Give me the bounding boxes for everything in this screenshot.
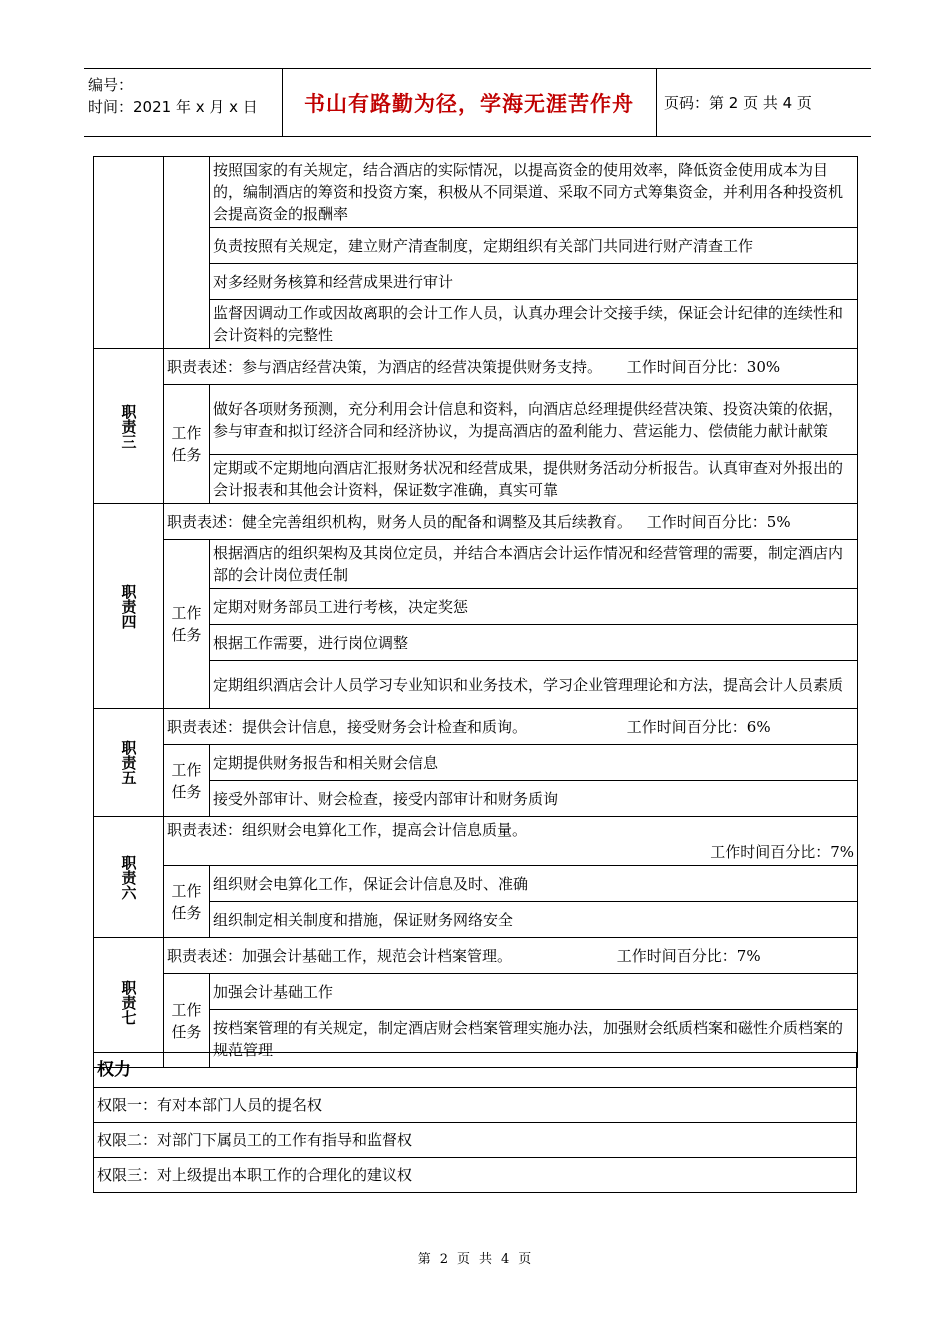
page-footer — [0, 1248, 950, 1267]
duty-description — [164, 817, 858, 866]
table-row — [94, 1053, 857, 1088]
table-row — [94, 709, 858, 745]
task-label: 工作任务 — [164, 745, 210, 817]
task-item: 组织财会电算化工作，保证会计信息及时、准确 — [210, 866, 858, 902]
duty-label: 职责七 — [94, 938, 164, 1068]
footer-text: 页 — [518, 1252, 533, 1267]
duties-table — [93, 156, 858, 1068]
task-item: 定期对财务部员工进行考核，决定奖惩 — [210, 589, 858, 625]
header-motto: 书山有路勤为径，学海无涯苦作舟 — [304, 91, 634, 116]
duty-label: 职责四 — [94, 504, 164, 709]
task-label: 工作任务 — [164, 974, 210, 1068]
table-row — [94, 974, 858, 1010]
table-row — [94, 938, 858, 974]
table-row — [94, 385, 858, 455]
doc-number-label: 编号： — [88, 76, 134, 94]
task-item: 负责按照有关规定，建立财产清查制度，定期组织有关部门共同进行财产清查工作 — [210, 228, 858, 264]
table-row — [94, 1088, 857, 1123]
duty-description — [164, 504, 858, 540]
doc-time-label: 时间：2021 年 x 月 x 日 — [88, 98, 258, 116]
duty-time-pct: 工作时间百分比：6% — [626, 717, 771, 736]
duty-time-pct: 工作时间百分比：7% — [710, 843, 854, 861]
footer-total-pages: 4 — [501, 1252, 511, 1267]
power-table — [93, 1052, 857, 1193]
duty-description — [164, 938, 858, 974]
task-item: 组织制定相关制度和措施，保证财务网络安全 — [210, 902, 858, 938]
table-row — [94, 157, 858, 228]
duty-desc-text: 职责表述：组织财会电算化工作，提高会计信息质量。 — [167, 821, 528, 839]
duty-desc-text: 职责表述：提供会计信息，接受财务会计检查和质询。 — [167, 717, 528, 736]
table-row — [94, 866, 858, 902]
table-row — [94, 540, 858, 589]
power-item: 权限三：对上级提出本职工作的合理化的建议权 — [94, 1158, 857, 1193]
duty-description — [164, 709, 858, 745]
table-row — [94, 1158, 857, 1193]
table-row — [94, 745, 858, 781]
duty-label: 职责六 — [94, 817, 164, 938]
task-label: 工作任务 — [164, 385, 210, 504]
table-row — [94, 504, 858, 540]
task-item: 加强会计基础工作 — [210, 974, 858, 1010]
power-heading: 权力 — [94, 1053, 857, 1088]
duty-desc-text: 职责表述：参与酒店经营决策，为酒店的经营决策提供财务支持。 — [167, 357, 603, 376]
duty-time-pct: 工作时间百分比：30% — [626, 357, 781, 376]
task-item: 按档案管理的有关规定，制定酒店财会档案管理实施办法，加强财会纸质档案和磁性介质档案的规范管理 — [210, 1010, 858, 1068]
header-divider — [656, 69, 657, 136]
footer-page-number: 2 — [439, 1252, 449, 1267]
task-label: 工作任务 — [164, 540, 210, 709]
table-row — [94, 1123, 857, 1158]
header-page-info: 页码：第 2 页 共 4 页 — [664, 94, 812, 112]
table-row — [94, 349, 858, 385]
power-item: 权限二：对部门下属员工的工作有指导和监督权 — [94, 1123, 857, 1158]
duty-time-pct: 工作时间百分比：7% — [616, 946, 761, 965]
task-item: 根据工作需要，进行岗位调整 — [210, 625, 858, 661]
footer-text: 共 — [479, 1252, 494, 1267]
task-item: 接受外部审计、财会检查，接受内部审计和财务质询 — [210, 781, 858, 817]
task-item: 监督因调动工作或因故离职的会计工作人员，认真办理会计交接手续，保证会计纪律的连续性和会计资料的完整性 — [210, 300, 858, 349]
task-item: 定期或不定期地向酒店汇报财务状况和经营成果，提供财务活动分析报告。认真审查对外报出的会计报表和其他会计资料，保证数字准确，真实可靠 — [210, 455, 858, 504]
duty-label: 职责五 — [94, 709, 164, 817]
power-item: 权限一：有对本部门人员的提名权 — [94, 1088, 857, 1123]
task-item: 按照国家的有关规定，结合酒店的实际情况，以提高资金的使用效率，降低资金使用成本为目的，编制酒店的筹资和投资方案，积极从不同渠道、采取不同方式筹集资金，并利用各种投资机会提高资金的报酬率 — [210, 157, 858, 228]
task-label-empty — [164, 157, 210, 349]
duty-description — [164, 349, 858, 385]
header-meta — [88, 74, 258, 118]
table-row — [94, 817, 858, 866]
duty-label: 职责三 — [94, 349, 164, 504]
task-label: 工作任务 — [164, 866, 210, 938]
task-item: 定期提供财务报告和相关财会信息 — [210, 745, 858, 781]
task-item: 定期组织酒店会计人员学习专业知识和业务技术，学习企业管理理论和方法，提高会计人员素质 — [210, 661, 858, 709]
duty-desc-text: 职责表述：健全完善组织机构，财务人员的配备和调整及其后续教育。 — [167, 512, 633, 531]
task-item: 做好各项财务预测，充分利用会计信息和资料，向酒店总经理提供经营决策、投资决策的依据，参与审查和拟订经济合同和经济协议，为提高酒店的盈利能力、营运能力、偿债能力献计献策 — [210, 385, 858, 455]
task-item: 对多经财务核算和经营成果进行审计 — [210, 264, 858, 300]
duty-time-pct: 工作时间百分比：5% — [646, 512, 791, 531]
footer-text: 第 — [417, 1252, 432, 1267]
page-header — [84, 68, 871, 137]
duty-label-empty — [94, 157, 164, 349]
footer-text: 页 — [456, 1252, 471, 1267]
duty-desc-text: 职责表述：加强会计基础工作，规范会计档案管理。 — [167, 946, 513, 965]
task-item: 根据酒店的组织架构及其岗位定员，并结合本酒店会计运作情况和经营管理的需要，制定酒店内部的会计岗位责任制 — [210, 540, 858, 589]
